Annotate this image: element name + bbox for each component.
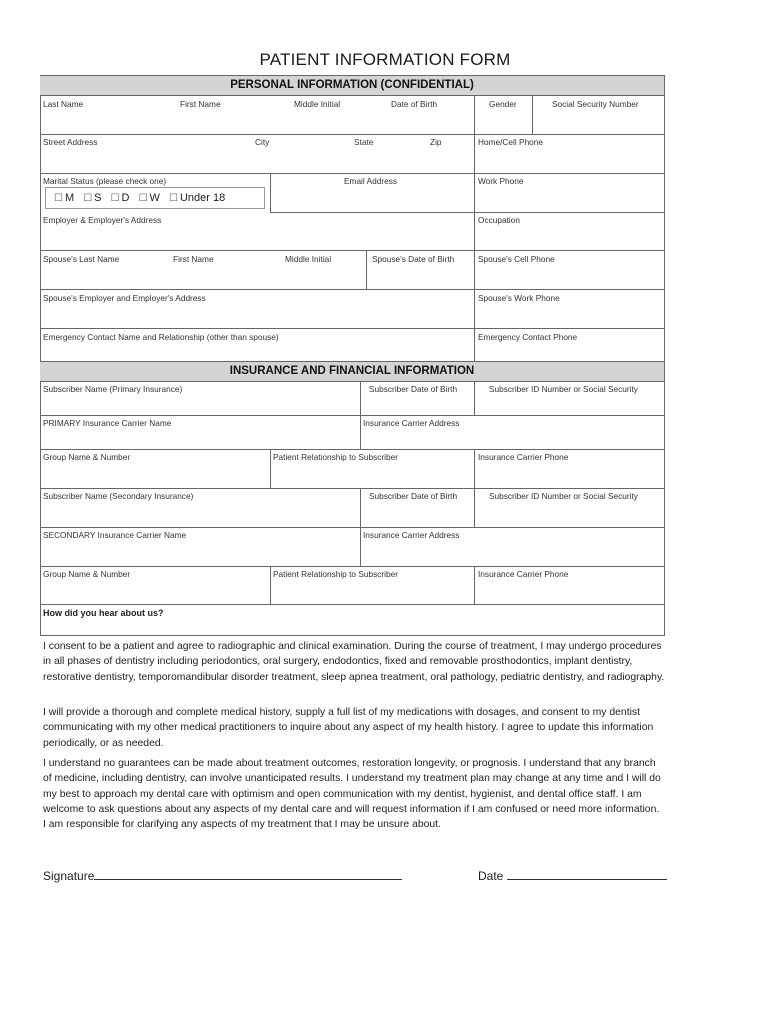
- col-divider: [360, 527, 361, 566]
- col-divider: [474, 328, 475, 361]
- subscriber-dob-primary-label: Subscriber Date of Birth: [369, 384, 458, 394]
- occupation-label: Occupation: [478, 215, 520, 225]
- section-personal-information: PERSONAL INFORMATION (CONFIDENTIAL): [40, 76, 664, 95]
- col-divider: [474, 488, 475, 527]
- spouse-employer-label: Spouse's Employer and Employer's Address: [43, 293, 206, 303]
- checkbox-icon: ☐: [110, 193, 120, 204]
- col-divider: [474, 566, 475, 604]
- section-insurance-financial: INSURANCE AND FINANCIAL INFORMATION: [40, 362, 664, 381]
- patient-information-table: [40, 75, 664, 635]
- date-of-birth-label: Date of Birth: [391, 99, 438, 109]
- last-name-label: Last Name: [43, 99, 84, 109]
- first-name-label: First Name: [180, 99, 221, 109]
- col-divider: [474, 449, 475, 488]
- carrier-address-secondary-label: Insurance Carrier Address: [363, 530, 460, 540]
- subscriber-id-primary-label: Subscriber ID Number or Social Security: [489, 384, 638, 394]
- group-primary-label: Group Name & Number: [43, 452, 131, 462]
- signature-label: Signature: [43, 869, 95, 883]
- col-divider: [360, 381, 361, 415]
- home-cell-phone-label: Home/Cell Phone: [478, 137, 544, 147]
- consent-paragraph-1: I consent to be a patient and agree to radiographic and clinical examination. During the course of treatment, I may undergo procedures in all phases of dentistry including periodontics, oral surgery, endodontics, fixed and removable prosthodontics, implant dentistry, restorative dentistry, temporomandibular disorder treatment, sleep apnea treatment, oral pathology, pediatric dentistry, and radiography.: [43, 641, 665, 683]
- work-phone-label: Work Phone: [478, 176, 524, 186]
- zip-label: Zip: [430, 137, 442, 147]
- consent-paragraph-2: I will provide a thorough and complete medical history, supply a full list of my medications with dosages, and consent to my dentist communicating with my other medical practitioners to inquire about any aspect of my health history. I agree to update this information periodically, or as needed.: [43, 707, 654, 749]
- middle-initial-label: Middle Initial: [294, 99, 341, 109]
- col-divider: [360, 488, 361, 527]
- relationship-secondary-label: Patient Relationship to Subscriber: [273, 569, 398, 579]
- col-divider: [474, 95, 475, 134]
- street-address-label: Street Address: [43, 137, 98, 147]
- primary-carrier-label: PRIMARY Insurance Carrier Name: [43, 418, 172, 428]
- subscriber-dob-secondary-label: Subscriber Date of Birth: [369, 491, 458, 501]
- col-divider: [532, 95, 533, 134]
- signature-line[interactable]: [43, 868, 402, 883]
- marital-option-w[interactable]: ☐ W: [138, 192, 160, 204]
- ssn-label: Social Security Number: [552, 99, 639, 109]
- col-divider: [474, 250, 475, 289]
- date-field[interactable]: [507, 868, 667, 880]
- table-border-bottom: [40, 635, 664, 636]
- date-label: Date: [478, 869, 504, 883]
- spouse-cell-phone-label: Spouse's Cell Phone: [478, 254, 555, 264]
- marital-option-d[interactable]: ☐ D: [110, 192, 130, 204]
- carrier-phone-secondary-label: Insurance Carrier Phone: [478, 569, 569, 579]
- marital-option-s[interactable]: ☐ S: [83, 192, 102, 204]
- spouse-middle-initial-label: Middle Initial: [285, 254, 332, 264]
- state-label: State: [354, 137, 374, 147]
- spouse-first-name-label: First Name: [173, 254, 214, 264]
- subscriber-primary-label: Subscriber Name (Primary Insurance): [43, 384, 183, 394]
- col-divider: [474, 289, 475, 328]
- col-divider: [474, 173, 475, 212]
- signature-field[interactable]: [94, 868, 402, 880]
- carrier-phone-primary-label: Insurance Carrier Phone: [478, 452, 569, 462]
- relationship-primary-label: Patient Relationship to Subscriber: [273, 452, 398, 462]
- col-divider: [474, 212, 475, 250]
- checkbox-icon: ☐: [83, 193, 93, 204]
- emergency-phone-label: Emergency Contact Phone: [478, 332, 578, 342]
- subscriber-secondary-label: Subscriber Name (Secondary Insurance): [43, 491, 194, 501]
- table-border-right: [664, 75, 665, 636]
- gender-label: Gender: [489, 99, 517, 109]
- date-line[interactable]: [478, 868, 667, 883]
- group-secondary-label: Group Name & Number: [43, 569, 131, 579]
- checkbox-icon: ☐: [54, 193, 63, 204]
- consent-paragraph-3: I understand no guarantees can be made about treatment outcomes, restoration longevity, or prognosis. I understand that any branch of medicine, including dentistry, can involve unanticipated results. I understand my treatment plan may change at any time and I will do my best to approach my dental care with optimism and open communication with my dentist, hygienist, and dental office staff. I am welcome to ask questions about any aspects of my dental care and will request information if I am confused or need more information. I am responsible for clarifying any aspects of my treatment that I may be unsure about.: [43, 758, 661, 831]
- city-label: City: [255, 137, 270, 147]
- emergency-contact-label: Emergency Contact Name and Relationship (other than spouse): [43, 332, 279, 342]
- spouse-last-name-label: Spouse's Last Name: [43, 254, 120, 264]
- secondary-carrier-label: SECONDARY Insurance Carrier Name: [43, 530, 187, 540]
- employer-address-label: Employer & Employer's Address: [43, 215, 162, 225]
- marital-status-label: Marital Status (please check one): [43, 176, 167, 186]
- carrier-address-primary-label: Insurance Carrier Address: [363, 418, 460, 428]
- subscriber-id-secondary-label: Subscriber ID Number or Social Security: [489, 491, 638, 501]
- checkbox-icon: ☐: [138, 193, 148, 204]
- email-address-label: Email Address: [344, 176, 398, 186]
- how-did-you-hear-label: How did you hear about us?: [43, 608, 164, 618]
- form-title: PATIENT INFORMATION FORM: [259, 50, 511, 69]
- col-divider: [360, 415, 361, 449]
- col-divider: [270, 566, 271, 604]
- spouse-work-phone-label: Spouse's Work Phone: [478, 293, 560, 303]
- col-divider: [474, 381, 475, 415]
- marital-option-under-18[interactable]: ☐ Under 18: [168, 192, 226, 204]
- col-divider: [366, 250, 367, 289]
- spouse-dob-label: Spouse's Date of Birth: [372, 254, 455, 264]
- marital-status-options: [45, 187, 265, 209]
- checkbox-icon: ☐: [168, 193, 178, 204]
- col-divider: [270, 449, 271, 488]
- marital-option-m[interactable]: ☐ M: [54, 192, 75, 204]
- col-divider: [474, 134, 475, 173]
